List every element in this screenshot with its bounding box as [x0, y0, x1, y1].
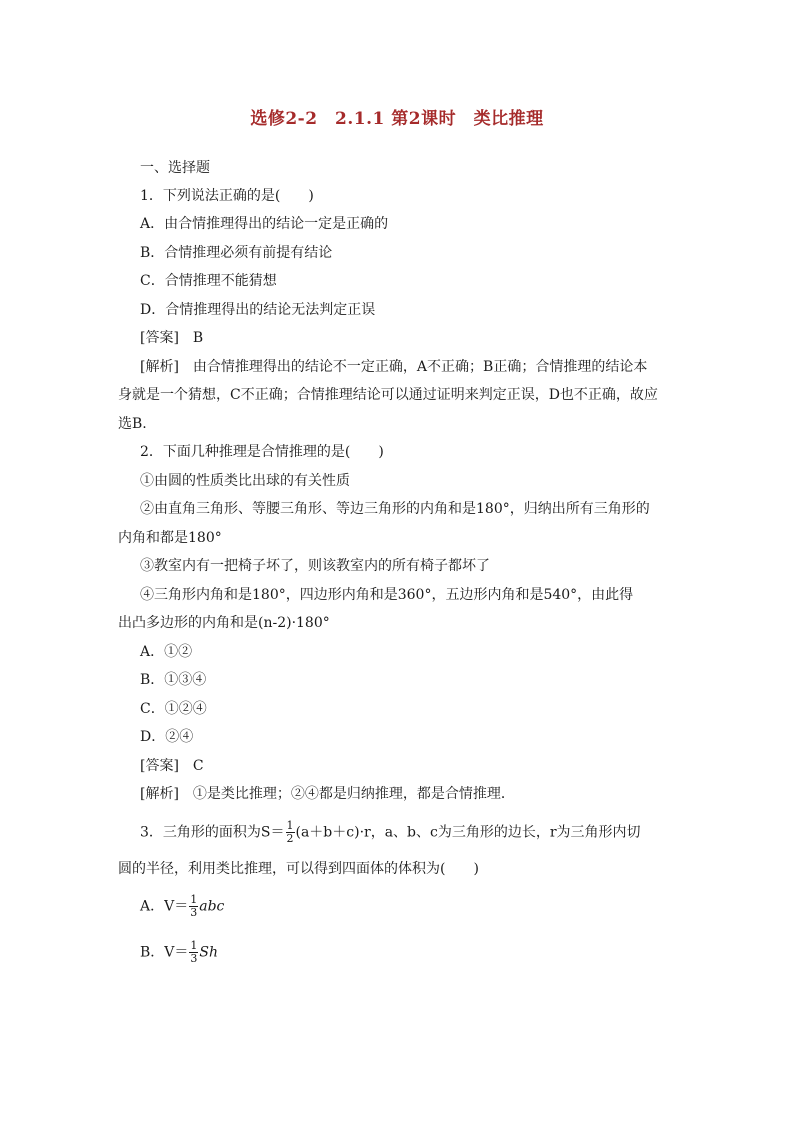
- question-2-item-3: ③教室内有一把椅子坏了，则该教室内的所有椅子都坏了: [140, 558, 490, 574]
- question-1-answer: [答案] B: [140, 330, 204, 346]
- question-2-item-4-line-2: 出凸多边形的内角和是(n-2)·180°: [118, 615, 330, 631]
- question-1-analysis-line-3: 选B.: [118, 416, 147, 432]
- question-2-item-4-line-1: ④三角形内角和是180°，四边形内角和是360°，五边形内角和是540°，由此得: [140, 587, 634, 603]
- fraction-numerator: 1: [190, 893, 198, 906]
- question-3-option-a: [140, 894, 685, 919]
- option-b-formula: Sh: [199, 944, 219, 961]
- option-a-prefix: A．V＝: [140, 898, 189, 915]
- question-1-analysis-line-2: 身就是一个猜想，C不正确；合情推理结论可以通过证明来判定正误，D也不正确，故应: [118, 387, 658, 403]
- question-1-option-a: A．由合情推理得出的结论一定是正确的: [140, 216, 389, 232]
- question-1-option-b: B．合情推理必须有前提有结论: [140, 245, 333, 261]
- question-2-item-1: ①由圆的性质类比出球的有关性质: [140, 473, 350, 489]
- fraction-one-half: [286, 820, 295, 845]
- fraction-one-third: [189, 894, 198, 919]
- fraction-numerator: 1: [286, 819, 294, 832]
- question-2-stem: 2．下面几种推理是合情推理的是( ): [140, 444, 384, 460]
- fraction-one-third: [189, 940, 198, 965]
- option-a-formula: abc: [199, 898, 225, 915]
- question-3-stem-line-2: 圆的半径，利用类比推理，可以得到四面体的体积为( ): [118, 861, 479, 877]
- question-2-option-a: A．①②: [140, 644, 193, 660]
- question-3-stem-prefix: 3．三角形的面积为S＝: [140, 824, 285, 841]
- question-2-option-c: C．①②④: [140, 701, 207, 717]
- question-2-option-b: B．①③④: [140, 672, 207, 688]
- question-2-analysis: [解析] ①是类比推理；②④都是归纳推理，都是合情推理．: [140, 786, 515, 802]
- section-heading: 一、选择题: [140, 160, 210, 176]
- option-b-prefix: B．V＝: [140, 944, 189, 961]
- question-1-option-c: C．合情推理不能猜想: [140, 273, 277, 289]
- question-1-stem: 1．下列说法正确的是( ): [140, 188, 314, 204]
- question-1-option-d: D．合情推理得出的结论无法判定正误: [140, 302, 376, 318]
- question-2-answer: [答案] C: [140, 758, 204, 774]
- fraction-denominator: 3: [190, 952, 198, 965]
- fraction-numerator: 1: [190, 939, 198, 952]
- question-2-option-d: D．②④: [140, 729, 194, 745]
- question-1-analysis-line-1: [解析] 由合情推理得出的结论不一定正确，A不正确；B正确；合情推理的结论本: [140, 359, 648, 375]
- question-3-option-b: [140, 940, 685, 965]
- fraction-denominator: 2: [286, 832, 294, 845]
- question-3-stem-suffix: (a＋b＋c)·r，a、b、c为三角形的边长，r为三角形内切: [295, 824, 641, 841]
- question-3-stem-line-1: [140, 820, 685, 845]
- question-2-item-2-line-1: ②由直角三角形、等腰三角形、等边三角形的内角和是180°，归纳出所有三角形的: [140, 501, 650, 517]
- page-title: 选修2-2 2.1.1 第2课时 类比推理: [250, 109, 544, 129]
- fraction-denominator: 3: [190, 906, 198, 919]
- question-2-item-2-line-2: 内角和都是180°: [118, 530, 222, 546]
